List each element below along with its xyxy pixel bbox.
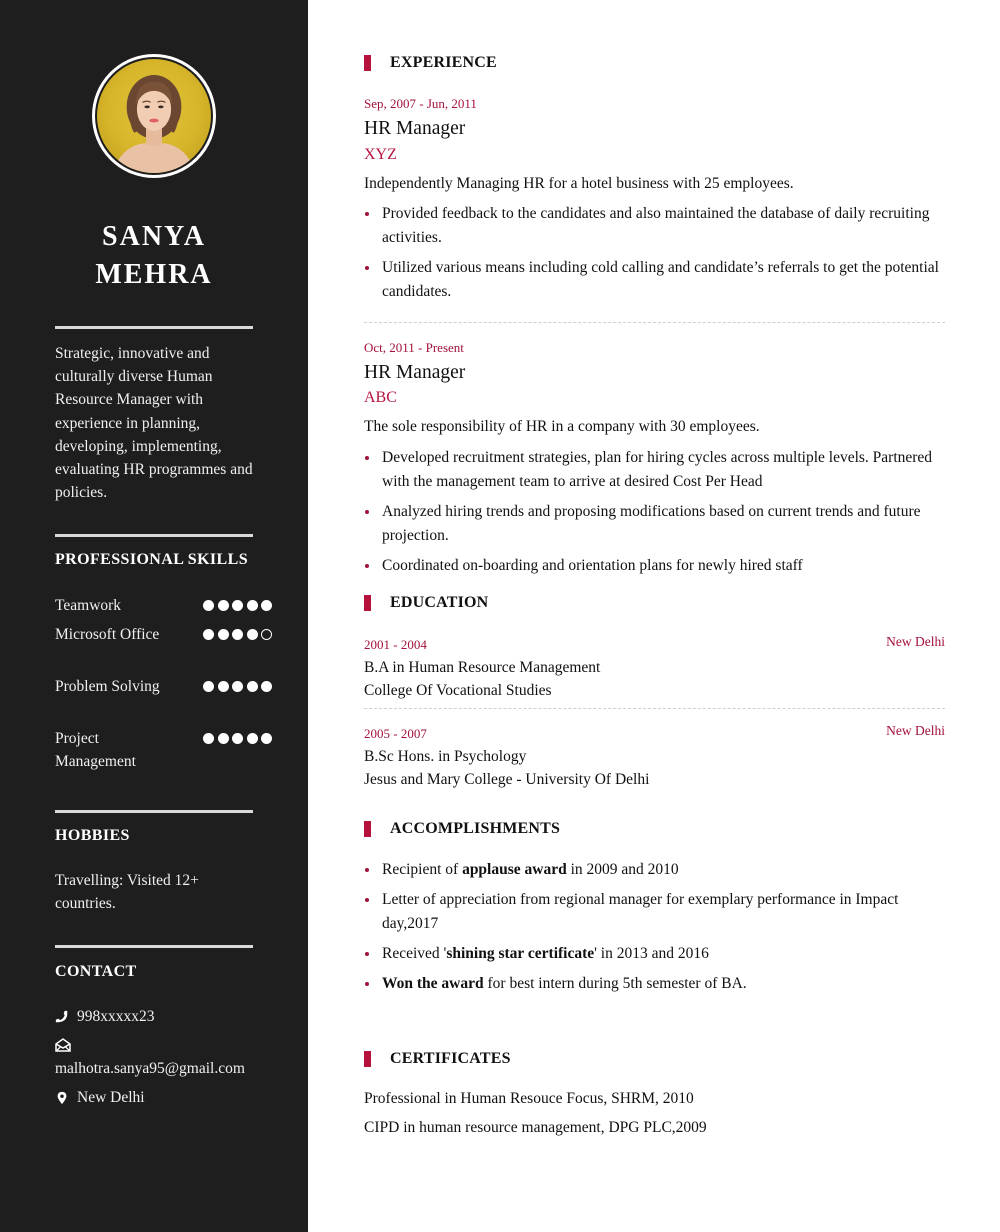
section-title: EDUCATION: [390, 594, 489, 611]
rating-dot-filled: [232, 733, 243, 744]
job-company: XYZ: [364, 146, 397, 163]
avatar: [92, 54, 216, 178]
skill-item: [55, 675, 275, 698]
sidebar: [0, 0, 308, 1232]
skill-label: Problem Solving: [55, 678, 160, 695]
section-title: EXPERIENCE: [390, 54, 497, 71]
job-description: The sole responsibility of HR in a company with 30 employees.: [364, 418, 760, 435]
candidate-name: [0, 218, 308, 294]
rating-dot-filled: [203, 600, 214, 611]
rating-dot-filled: [247, 733, 258, 744]
rating-dot-filled: [261, 600, 272, 611]
section-marker: [364, 55, 371, 71]
certificate-item: Professional in Human Resouce Focus, SHRM, 2010: [364, 1090, 694, 1107]
last-name: MEHRA: [95, 259, 213, 290]
education-heading: [364, 594, 488, 612]
divider: [55, 810, 253, 813]
rating-dot-filled: [203, 681, 214, 692]
job-title: HR Manager: [364, 362, 466, 383]
accomplishment-item: Won the award for best intern during 5th semester of BA.: [364, 972, 945, 996]
skill-item: [55, 623, 275, 646]
contact-phone: [55, 1006, 155, 1028]
rating-dot-filled: [218, 681, 229, 692]
edu-degree: B.A in Human Resource Management: [364, 659, 601, 676]
hobbies-heading: HOBBIES: [55, 827, 130, 844]
skill-item: [55, 727, 275, 773]
accomplishment-item: Received 'shining star certificate' in 2013 and 2016: [364, 942, 945, 966]
certificates-heading: [364, 1050, 511, 1068]
accomplishment-list: [364, 858, 945, 1002]
job-title: HR Manager: [364, 118, 466, 139]
section-marker: [364, 1051, 371, 1067]
job-company: ABC: [364, 389, 397, 406]
rating-dot-filled: [232, 681, 243, 692]
edu-degree: B.Sc Hons. in Psychology: [364, 748, 527, 765]
bullet-item: Provided feedback to the candidates and also maintained the database of daily recruiting activities.: [364, 202, 945, 250]
profile-summary: Strategic, innovative and culturally diverse Human Resource Manager with experience in planning, developing, implementing, evaluating HR programmes and policies.: [55, 345, 253, 502]
bullet-item: Utilized various means including cold calling and candidate’s referrals to get the potential candidates.: [364, 256, 945, 304]
rating-dot-filled: [232, 600, 243, 611]
job-dates: Oct, 2011 - Present: [364, 340, 464, 355]
skill-rating: [203, 600, 272, 611]
job-bullets: [364, 202, 945, 310]
first-name: SANYA: [102, 221, 206, 252]
edu-dates: 2001 - 2004: [364, 637, 427, 652]
skill-rating: [203, 733, 272, 744]
rating-dot-filled: [247, 600, 258, 611]
accomplishments-heading: [364, 820, 560, 838]
edu-school: College Of Vocational Studies: [364, 682, 552, 699]
section-title: CERTIFICATES: [390, 1050, 511, 1067]
skill-rating: [203, 629, 272, 640]
edu-school: Jesus and Mary College - University Of Delhi: [364, 771, 650, 788]
section-title: ACCOMPLISHMENTS: [390, 820, 561, 837]
phone-number[interactable]: 998xxxxx23: [77, 1008, 155, 1025]
location-text: New Delhi: [77, 1089, 145, 1106]
map-pin-icon: [55, 1091, 69, 1105]
rating-dot-filled: [218, 629, 229, 640]
bullet-item: Analyzed hiring trends and proposing modifications based on current trends and future projection.: [364, 500, 945, 548]
divider: [55, 534, 253, 537]
divider: [55, 326, 253, 329]
section-marker: [364, 595, 371, 611]
rating-dot-empty: [261, 629, 272, 640]
section-marker: [364, 821, 371, 837]
contact-location: [55, 1087, 145, 1109]
skills-heading: PROFESSIONAL SKILLS: [55, 551, 248, 568]
contact-heading: CONTACT: [55, 963, 137, 980]
job-description: Independently Managing HR for a hotel business with 25 employees.: [364, 175, 794, 192]
accomplishment-item: Letter of appreciation from regional manager for exemplary performance in Impact day,2017: [364, 888, 945, 936]
rating-dot-filled: [247, 681, 258, 692]
skill-label: Project Management: [55, 730, 136, 770]
dashed-separator: [364, 322, 945, 323]
divider: [55, 945, 253, 948]
person-photo-icon: [97, 59, 211, 173]
dashed-separator: [364, 708, 945, 709]
rating-dot-filled: [247, 629, 258, 640]
rating-dot-filled: [232, 629, 243, 640]
edu-location: New Delhi: [886, 634, 945, 649]
rating-dot-filled: [261, 681, 272, 692]
rating-dot-filled: [261, 733, 272, 744]
experience-heading: [364, 54, 497, 72]
certificate-item: CIPD in human resource management, DPG PLC,2009: [364, 1119, 707, 1136]
bullet-item: Developed recruitment strategies, plan for hiring cycles across multiple levels. Partnered with the management team to arrive at desired Cost Per Head: [364, 446, 945, 494]
envelope-open-icon: [55, 1038, 71, 1052]
skill-label: Teamwork: [55, 597, 122, 614]
bullet-item: Coordinated on-boarding and orientation plans for newly hired staff: [364, 554, 945, 578]
profile-photo: [97, 59, 211, 173]
phone-icon: [55, 1010, 69, 1024]
skill-item: [55, 594, 275, 617]
hobby-text: Travelling: Visited 12+ countries.: [55, 872, 199, 912]
rating-dot-filled: [218, 600, 229, 611]
rating-dot-filled: [203, 629, 214, 640]
rating-dot-filled: [203, 733, 214, 744]
contact-email[interactable]: malhotra.sanya95@gmail.com: [55, 1060, 245, 1077]
accomplishment-item: Recipient of applause award in 2009 and 2010: [364, 858, 945, 882]
edu-dates: 2005 - 2007: [364, 726, 427, 741]
skill-label: Microsoft Office: [55, 626, 160, 643]
job-dates: Sep, 2007 - Jun, 2011: [364, 96, 477, 111]
edu-location: New Delhi: [886, 723, 945, 738]
job-bullets: [364, 446, 945, 584]
rating-dot-filled: [218, 733, 229, 744]
skill-rating: [203, 681, 272, 692]
